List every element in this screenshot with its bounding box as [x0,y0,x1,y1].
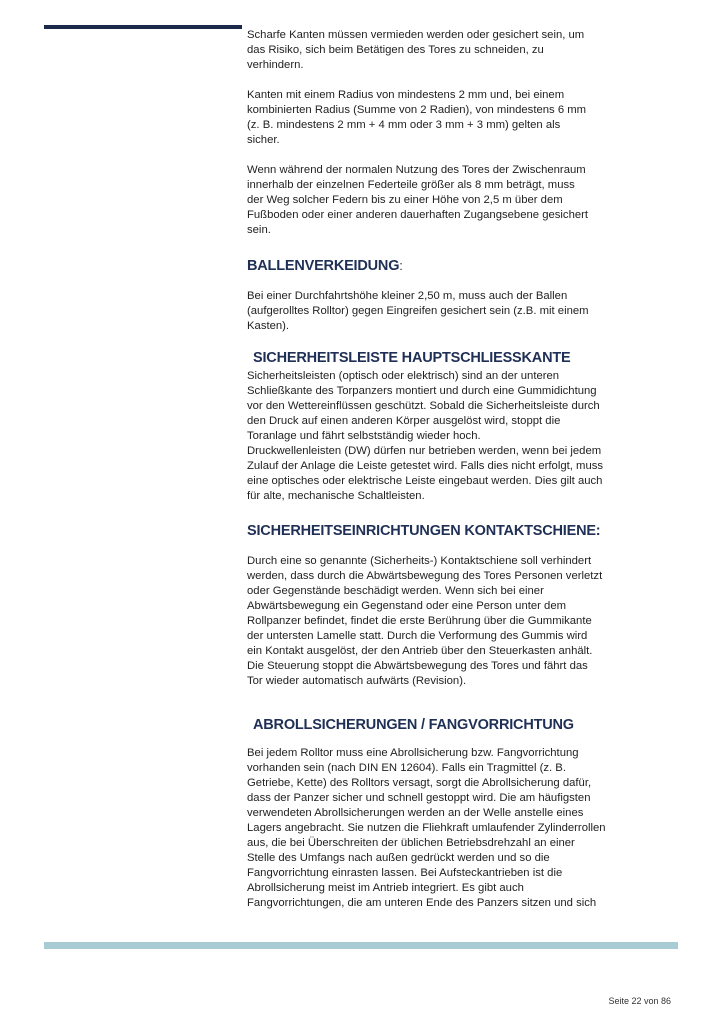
bottom-divider [44,942,678,949]
heading-kontaktschiene: SICHERHEITSEINRICHTUNGEN KONTAKTSCHIENE: [247,523,601,539]
heading-abrollsicherungen: ABROLLSICHERUNGEN / FANGVORRICHTUNG [253,717,574,733]
document-body [247,28,679,911]
paragraph-ballenverkleidung: Bei einer Durchfahrtshöhe kleiner 2,50 m, muss auch der Ballen (aufgerolltes Rolltor) gegen Eingreifen gesichert sein (z.B. mit einem Kasten). [247,290,589,332]
page-number: Seite 22 von 86 [608,996,671,1006]
paragraph-sicherheitsleiste: Sicherheitsleisten (optisch oder elektrisch) sind an der unteren Schließkante des Torpanzers montiert und durch eine Gummidichtung vor den Wettereinflüssen geschützt. Sobald die Sicherheitsleiste durch den Druck auf einen anderen Körper ausgelöst wird, stoppt die Toranlage und fährt selbstständig wieder hoch. Druckwellenleisten (DW) dürfen nur betrieben werden, wenn bei jedem Zulauf der Anlage die Leiste getestet wird. Falls dies nicht erfolgt, muss eine optisches oder elektrische Leiste eingebaut werden. Dies gilt auch für alte, mechanische Schaltleisten. [247,370,604,502]
top-divider [44,25,242,29]
paragraph-edge-radius: Kanten mit einem Radius von mindestens 2 mm und, bei einem kombinierten Radius (Summe von 2 Radien), von mindestens 6 mm (z. B. mindestens 2 mm + 4 mm oder 3 mm + 3 mm) gelten als sicher. [247,89,587,146]
paragraph-spring-gap: Wenn während der normalen Nutzung des Tores der Zwischenraum innerhalb der einzelnen Federteile größer als 8 mm beträgt, muss der Weg solcher Federn bis zu einer Höhe von 2,5 m über dem Fußboden oder einer anderen dauerhaften Zugangsebene gesichert sein. [247,164,589,236]
paragraph-abrollsicherungen: Bei jedem Rolltor muss eine Abrollsicherung bzw. Fangvorrichtung vorhanden sein (nach DIN EN 12604). Falls ein Tragmittel (z. B. Getriebe, Kette) des Rolltors versagt, sorgt die Abrollsicherung dafür, dass der Panzer sicher und schnell gestoppt wird. Die am häufigsten verwendeten Abrollsicherungen werden an der Welle anstelle eines Lagers angebracht. Sie nutzen die Fliehkraft umlaufender Zylinderrollen aus, die bei Überschreiten der üblichen Betriebsdrehzahl an einer Stelle des Umfangs nach außen gedrückt werden und so die Fangvorrichtung einrasten lassen. Bei Aufsteckantrieben ist die Abrollsicherung meist im Antrieb integriert. Es gibt auch Fangvorrichtungen, die am unteren Ende des Panzers sitzen und sich [247,747,606,909]
paragraph-sharp-edges: Scharfe Kanten müssen vermieden werden oder gesichert sein, um das Risiko, sich beim Betätigen des Tores zu schneiden, zu verhindern. [247,29,585,71]
heading-ballenverkleidung-colon: : [399,258,403,273]
heading-ballenverkleidung [247,257,679,275]
heading-ballenverkleidung-text: BALLENVERKEIDUNG [247,258,400,274]
heading-sicherheitsleiste: SICHERHEITSLEISTE HAUPTSCHLIESSKANTE [253,350,571,366]
paragraph-kontaktschiene: Durch eine so genannte (Sicherheits-) Kontaktschiene soll verhindert werden, dass durch die Abwärtsbewegung des Tores Personen verletzt oder Gegenstände beschädigt werden. Wenn sich bei einer Abwärtsbewegung ein Gegenstand oder eine Person unter dem Rollpanzer befindet, findet die erste Berührung über die Gummikante der untersten Lamelle statt. Durch die Verformung des Gummis wird ein Kontakt ausgelöst, der den Antrieb über den Steuerkasten anhält. Die Steuerung stoppt die Abwärtsbewegung des Tores und fährt das Tor wieder automatisch aufwärts (Revision). [247,555,603,687]
